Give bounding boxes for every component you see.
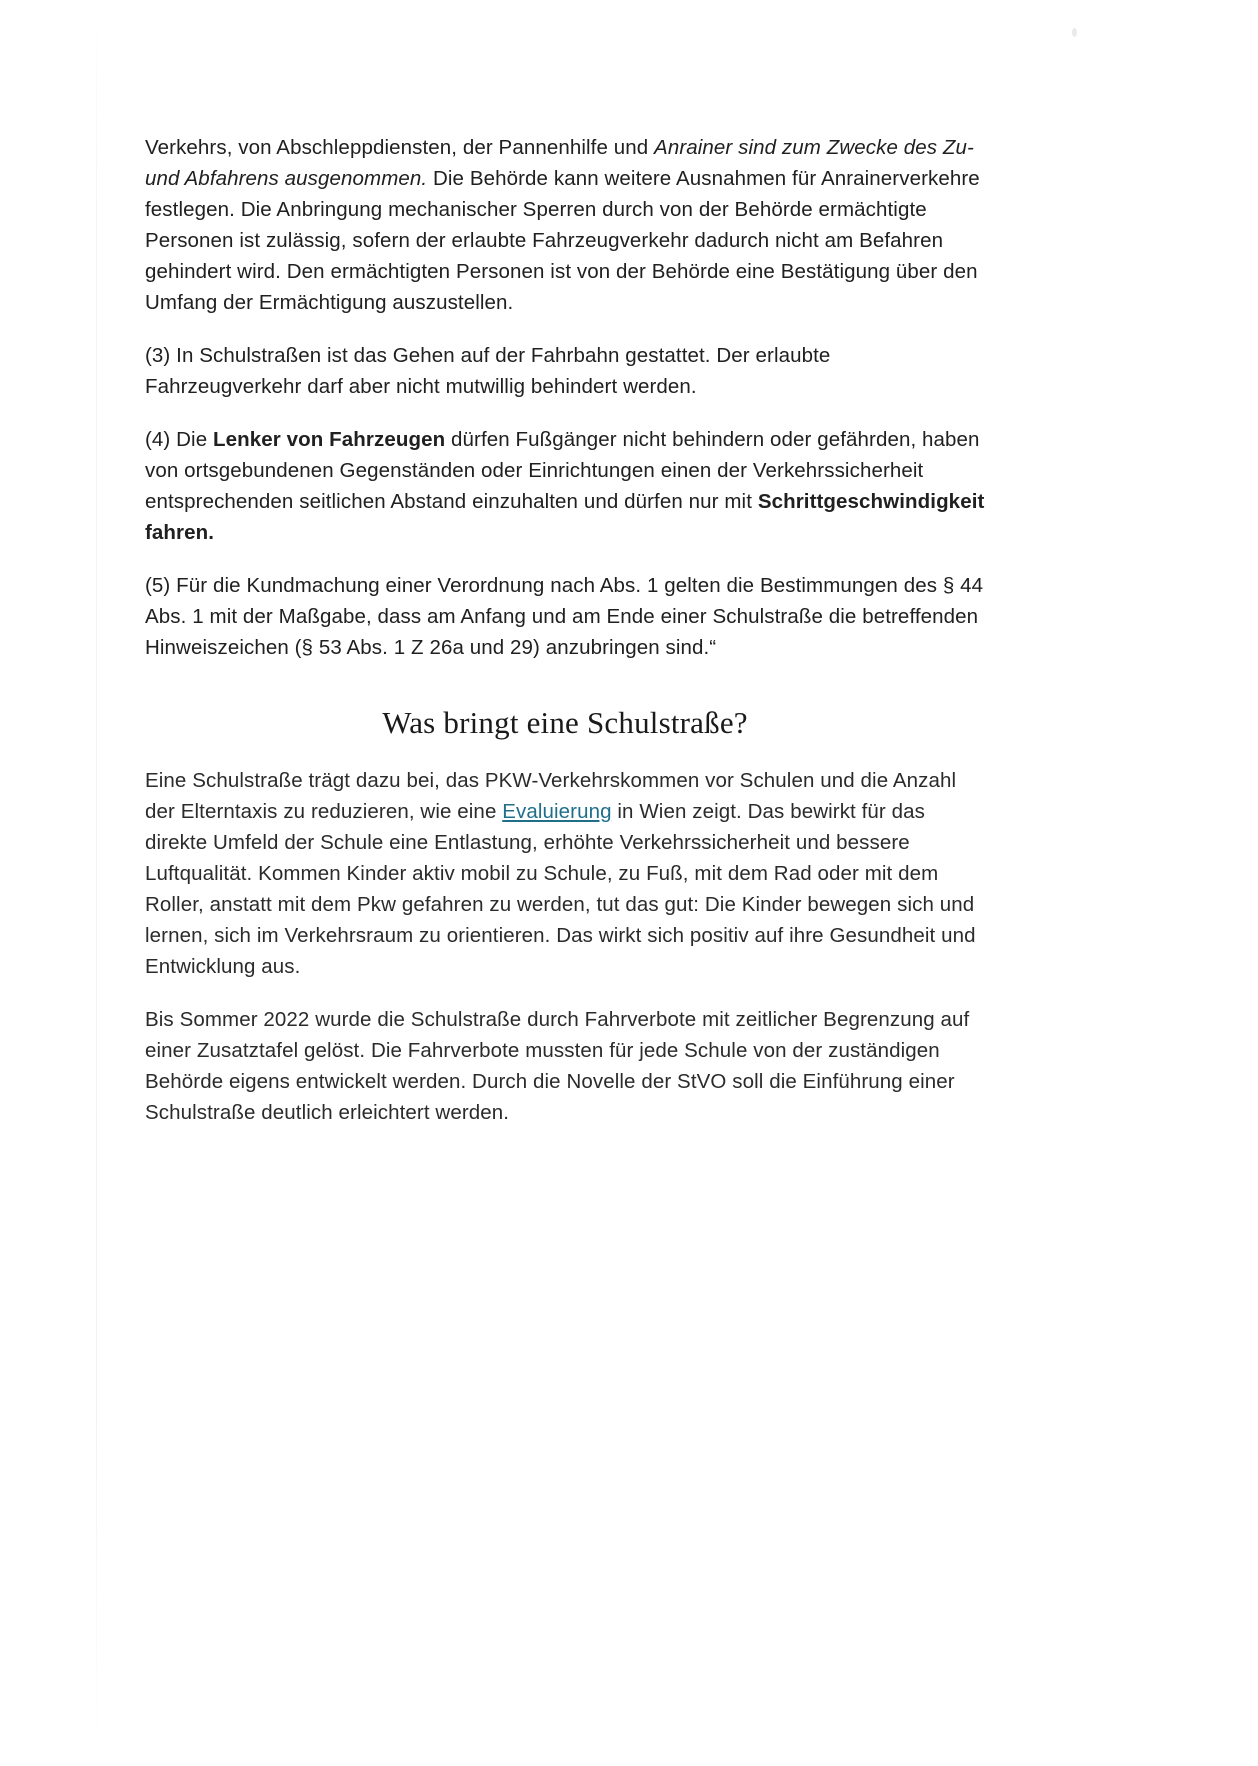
paragraph-benefit-1 xyxy=(145,765,985,982)
text-run-bold: Lenker von Fahrzeugen xyxy=(213,428,446,451)
text-run: dürfen Fußgänger nicht behindern oder gefährden, haben von ortsgebundenen Gegenständen oder Einrichtungen einen der Verkehrssicherheit entsprechenden seitlichen Abstand einzuhalten und dürfen nur mit xyxy=(145,428,980,513)
text-run: Die Behörde kann weitere Ausnahmen für Anrainerverkehre festlegen. Die Anbringung mechanischer Sperren durch von der Behörde ermächtigte Personen ist zulässig, sofern der erlaubte Fahrzeugverkehr dadurch nicht am Befahren gehindert wird. Den ermächtigten Personen ist von der Behörde eine Bestätigung über den Umfang der Ermächtigung auszustellen. xyxy=(145,167,980,314)
paragraph-continuation xyxy=(145,132,985,318)
text-run: Bis Sommer 2022 wurde die Schulstraße durch Fahrverbote mit zeitlicher Begrenzung auf einer Zusatztafel gelöst. Die Fahrverbote mussten für jede Schule von der zuständigen Behörde eigens entwickelt werden. Durch die Novelle der StVO soll die Einführung einer Schulstraße deutlich erleichtert werden. xyxy=(145,1008,970,1124)
text-run: (5) Für die Kundmachung einer Verordnung nach Abs. 1 gelten die Bestimmungen des § 44 Abs. 1 mit der Maßgabe, dass am Anfang und am Ende einer Schulstraße die betreffenden Hinweiszeichen (§ 53 Abs. 1 Z 26a und 29) anzubringen sind.“ xyxy=(145,574,984,659)
text-run-italic: Anrainer sind zum Zwecke des Zu- und Abfahrens ausgenommen. xyxy=(145,136,974,190)
section-heading: Was bringt eine Schulstraße? xyxy=(382,705,748,740)
document-body xyxy=(145,132,985,1150)
text-run: Verkehrs, von Abschleppdiensten, der Pannenhilfe und xyxy=(145,136,655,159)
text-run: (3) In Schulstraßen ist das Gehen auf der Fahrbahn gestattet. Der erlaubte Fahrzeugverkehr darf aber nicht mutwillig behindert werden. xyxy=(145,344,831,398)
text-run: Eine Schulstraße trägt dazu bei, das PKW-Verkehrskommen vor Schulen und die Anzahl der Elterntaxis zu reduzieren, wie eine xyxy=(145,769,957,823)
paragraph-abs5 xyxy=(145,570,985,663)
page-edge-shadow xyxy=(96,0,97,1766)
text-run: (4) Die xyxy=(145,428,214,451)
evaluierung-link[interactable]: Evaluierung xyxy=(502,800,612,823)
text-run: in Wien zeigt. Das bewirkt für das direkte Umfeld der Schule eine Entlastung, erhöhte Verkehrssicherheit und bessere Luftqualität. Kommen Kinder aktiv mobil zu Schule, zu Fuß, mit dem Rad oder mit dem Roller, anstatt mit dem Pkw gefahren zu werden, tut das gut: Die Kinder bewegen sich und lernen, sich im Verkehrsraum zu orientieren. Das wirkt sich positiv auf ihre Gesundheit und Entwicklung aus. xyxy=(145,800,976,978)
paragraph-abs3 xyxy=(145,340,985,402)
paragraph-benefit-2 xyxy=(145,1004,985,1128)
scan-speck xyxy=(1072,28,1077,37)
text-run-bold: Schrittgeschwindigkeit fahren. xyxy=(145,490,985,544)
paragraph-abs4 xyxy=(145,424,985,548)
